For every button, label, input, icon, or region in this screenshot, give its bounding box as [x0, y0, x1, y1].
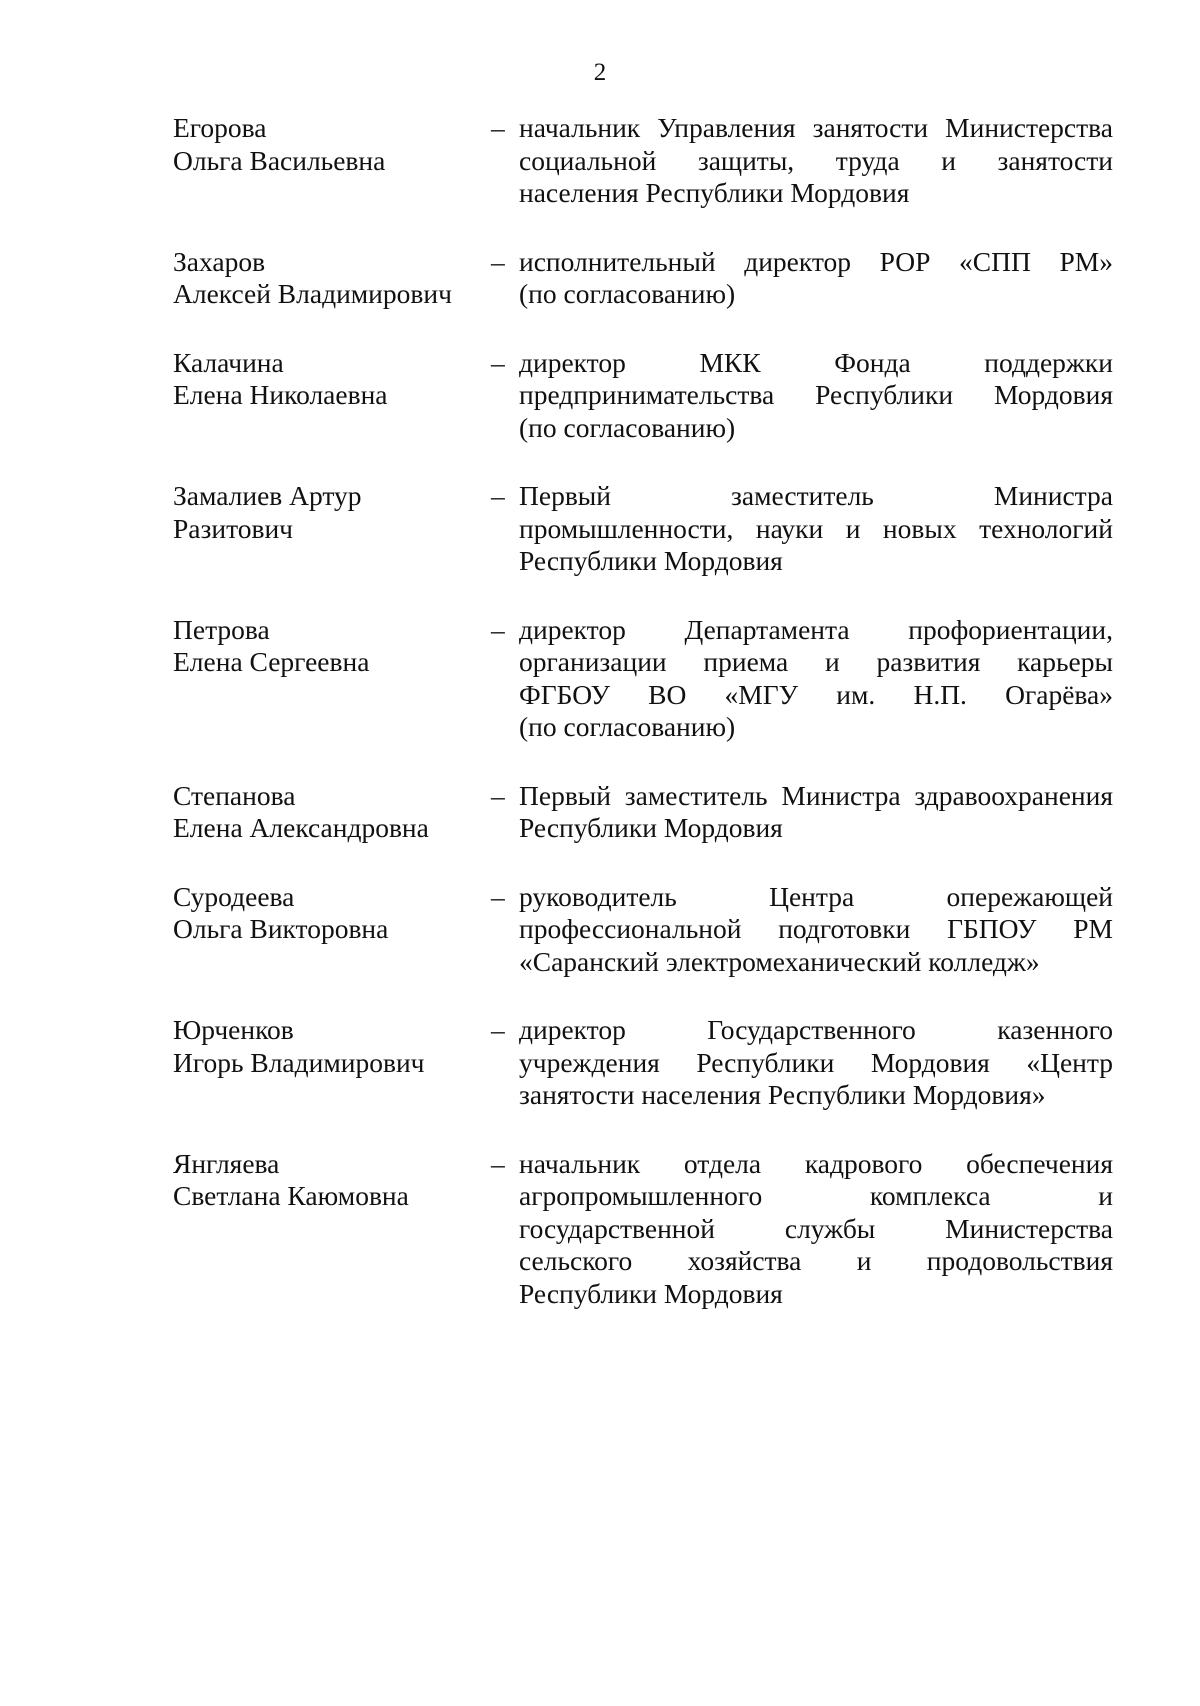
- member-entry: [173, 1148, 1113, 1311]
- member-surname: Петрова: [173, 613, 270, 645]
- member-name: [173, 780, 491, 845]
- position-line: Первый заместитель Министра: [519, 480, 1113, 511]
- member-position: [519, 1148, 1113, 1311]
- member-name: [173, 1148, 491, 1213]
- member-name: [173, 347, 491, 412]
- position-line: руководитель Центра опережающей: [519, 880, 1113, 912]
- position-line: директор Государственного казенного: [519, 1014, 1113, 1045]
- dash-separator: –: [491, 480, 505, 511]
- member-position: [519, 347, 1113, 445]
- member-name: [173, 614, 491, 679]
- position-line: начальник Управления занятости Министерства: [519, 112, 1113, 143]
- member-name: [173, 112, 491, 177]
- member-position: [519, 780, 1113, 845]
- member-position: [519, 614, 1113, 744]
- member-name: [173, 480, 491, 545]
- member-given-names: Ольга Васильевна: [173, 144, 386, 176]
- position-line: организации приема и развития карьеры: [519, 646, 1113, 677]
- member-entry: [173, 881, 1113, 979]
- member-given-names: Разитович: [173, 512, 294, 544]
- member-surname: Юрченков: [173, 1014, 294, 1045]
- member-surname: Замалиев Артур: [173, 480, 362, 511]
- member-surname: Калачина: [173, 346, 284, 378]
- dash-separator: –: [491, 880, 505, 912]
- member-given-names: Елена Николаевна: [173, 379, 388, 410]
- position-line: начальник отдела кадрового обеспечения: [519, 1147, 1113, 1179]
- member-given-names: Игорь Владимирович: [173, 1046, 425, 1078]
- member-surname: Степанова: [173, 779, 296, 811]
- member-position: [519, 112, 1113, 210]
- page-number: 2: [593, 59, 607, 86]
- position-line: директор МКК Фонда поддержки: [519, 346, 1113, 378]
- position-line: (по согласованию): [519, 711, 736, 742]
- member-entry: [173, 246, 1113, 311]
- member-entry: [173, 1014, 1113, 1112]
- member-entry: [173, 780, 1113, 845]
- position-line: директор Департамента профориентации,: [519, 613, 1113, 645]
- position-line: Республики Мордовия: [519, 812, 783, 843]
- position-line: профессиональной подготовки ГБПОУ РМ: [519, 913, 1113, 944]
- member-name: [173, 1014, 491, 1079]
- position-line: промышленности, науки и новых технологий: [519, 512, 1113, 544]
- members-list: [173, 112, 1113, 1346]
- position-line: государственной службы Министерства: [519, 1212, 1113, 1244]
- member-entry: [173, 112, 1113, 210]
- member-given-names: Алексей Владимирович: [173, 278, 452, 309]
- dash-separator: –: [491, 779, 505, 811]
- dash-separator: –: [491, 1147, 505, 1179]
- position-line: исполнительный директор РОР «СПП РМ»: [519, 245, 1113, 277]
- member-position: [519, 1014, 1113, 1112]
- dash-separator: –: [491, 1014, 505, 1045]
- member-surname: Суродеева: [173, 880, 295, 912]
- position-line: сельского хозяйства и продовольствия: [519, 1245, 1113, 1276]
- position-line: (по согласованию): [519, 278, 736, 309]
- member-position: [519, 246, 1113, 311]
- member-given-names: Елена Сергеевна: [173, 646, 370, 677]
- dash-separator: –: [491, 346, 505, 378]
- member-surname: Егорова: [173, 112, 267, 143]
- dash-separator: –: [491, 112, 505, 143]
- member-entry: [173, 614, 1113, 744]
- position-line: (по согласованию): [519, 411, 736, 443]
- position-line: предпринимательства Республики Мордовия: [519, 379, 1113, 410]
- member-given-names: Елена Александровна: [173, 812, 429, 843]
- position-line: Республики Мордовия: [519, 545, 783, 576]
- position-line: ФГБОУ ВО «МГУ им. Н.П. Огарёва»: [519, 678, 1113, 710]
- position-line: населения Республики Мордовия: [519, 177, 910, 208]
- member-entry: [173, 480, 1113, 578]
- position-line: Республики Мордовия: [519, 1277, 783, 1309]
- member-position: [519, 881, 1113, 979]
- member-name: [173, 246, 491, 311]
- member-given-names: Ольга Викторовна: [173, 913, 389, 944]
- member-given-names: Светлана Каюмовна: [173, 1180, 409, 1211]
- member-name: [173, 881, 491, 946]
- position-line: учреждения Республики Мордовия «Центр: [519, 1046, 1113, 1078]
- dash-separator: –: [491, 245, 505, 277]
- position-line: занятости населения Республики Мордовия»: [519, 1079, 1046, 1110]
- member-surname: Янгляева: [173, 1147, 280, 1179]
- member-position: [519, 480, 1113, 578]
- position-line: Первый заместитель Министра здравоохранения: [519, 779, 1113, 811]
- member-entry: [173, 347, 1113, 445]
- position-line: агропромышленного комплекса и: [519, 1180, 1113, 1211]
- position-line: социальной защиты, труда и занятости: [519, 144, 1113, 176]
- position-line: «Саранский электромеханический колледж»: [519, 945, 1040, 977]
- dash-separator: –: [491, 613, 505, 645]
- member-surname: Захаров: [173, 245, 266, 277]
